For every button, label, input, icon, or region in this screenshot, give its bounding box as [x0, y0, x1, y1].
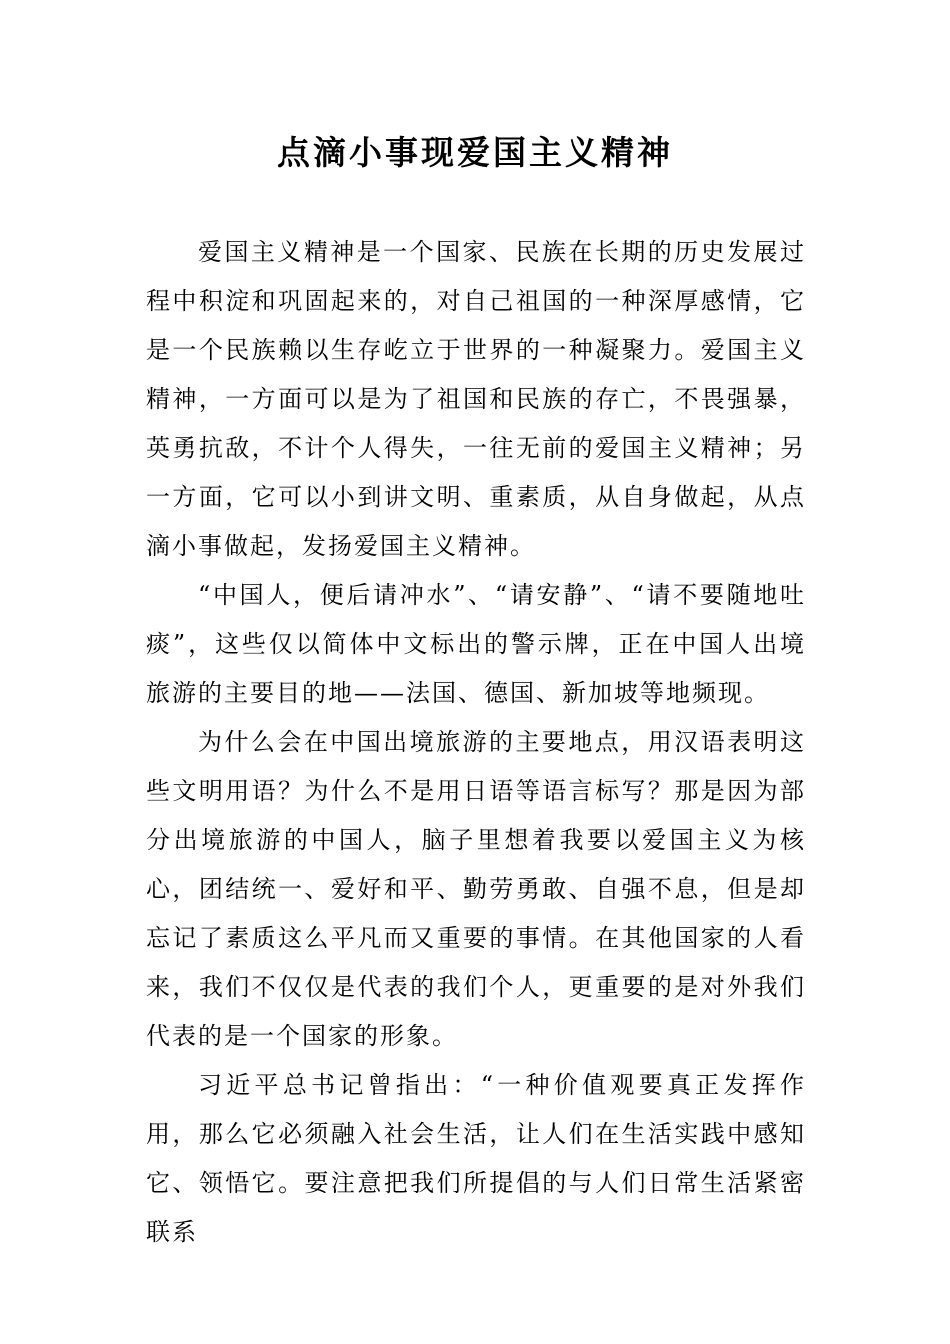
paragraph-1: 爱国主义精神是一个国家、民族在长期的历史发展过程中积淀和巩固起来的，对自己祖国的一种深厚感情，它是一个民族赖以生存屹立于世界的一种凝聚力。爱国主义精神，一方面可以是为了祖国和民族的存亡，不畏强暴，英勇抗敌，不计个人得失，一往无前的爱国主义精神；另一方面，它可以小到讲文明、重素质，从自身做起，从点滴小事做起，发扬爱国主义精神。: [146, 238, 806, 560]
paragraph-3: 为什么会在中国出境旅游的主要地点，用汉语表明这些文明用语？为什么不是用日语等语言标写？那是因为部分出境旅游的中国人，脑子里想着我要以爱国主义为核心，团结统一、爱好和平、勤劳勇敢、自强不息，但是却忘记了素质这么平凡而又重要的事情。在其他国家的人看来，我们不仅仅是代表的我们个人，更重要的是对外我们代表的是一个国家的形象。: [146, 728, 806, 1050]
paragraph-2: “中国人，便后请冲水”、“请安静”、“请不要随地吐痰”，这些仅以简体中文标出的警示牌，正在中国人出境旅游的主要目的地——法国、德国、新加坡等地频现。: [146, 581, 806, 707]
paragraph-4: 习近平总书记曾指出：“一种价值观要真正发挥作用，那么它必须融入社会生活，让人们在生活实践中感知它、领悟它。要注意把我们所提倡的与人们日常生活紧密联系: [146, 1071, 806, 1246]
document-body: [146, 228, 806, 1257]
document-title: 点滴小事现爱国主义精神: [277, 133, 673, 172]
